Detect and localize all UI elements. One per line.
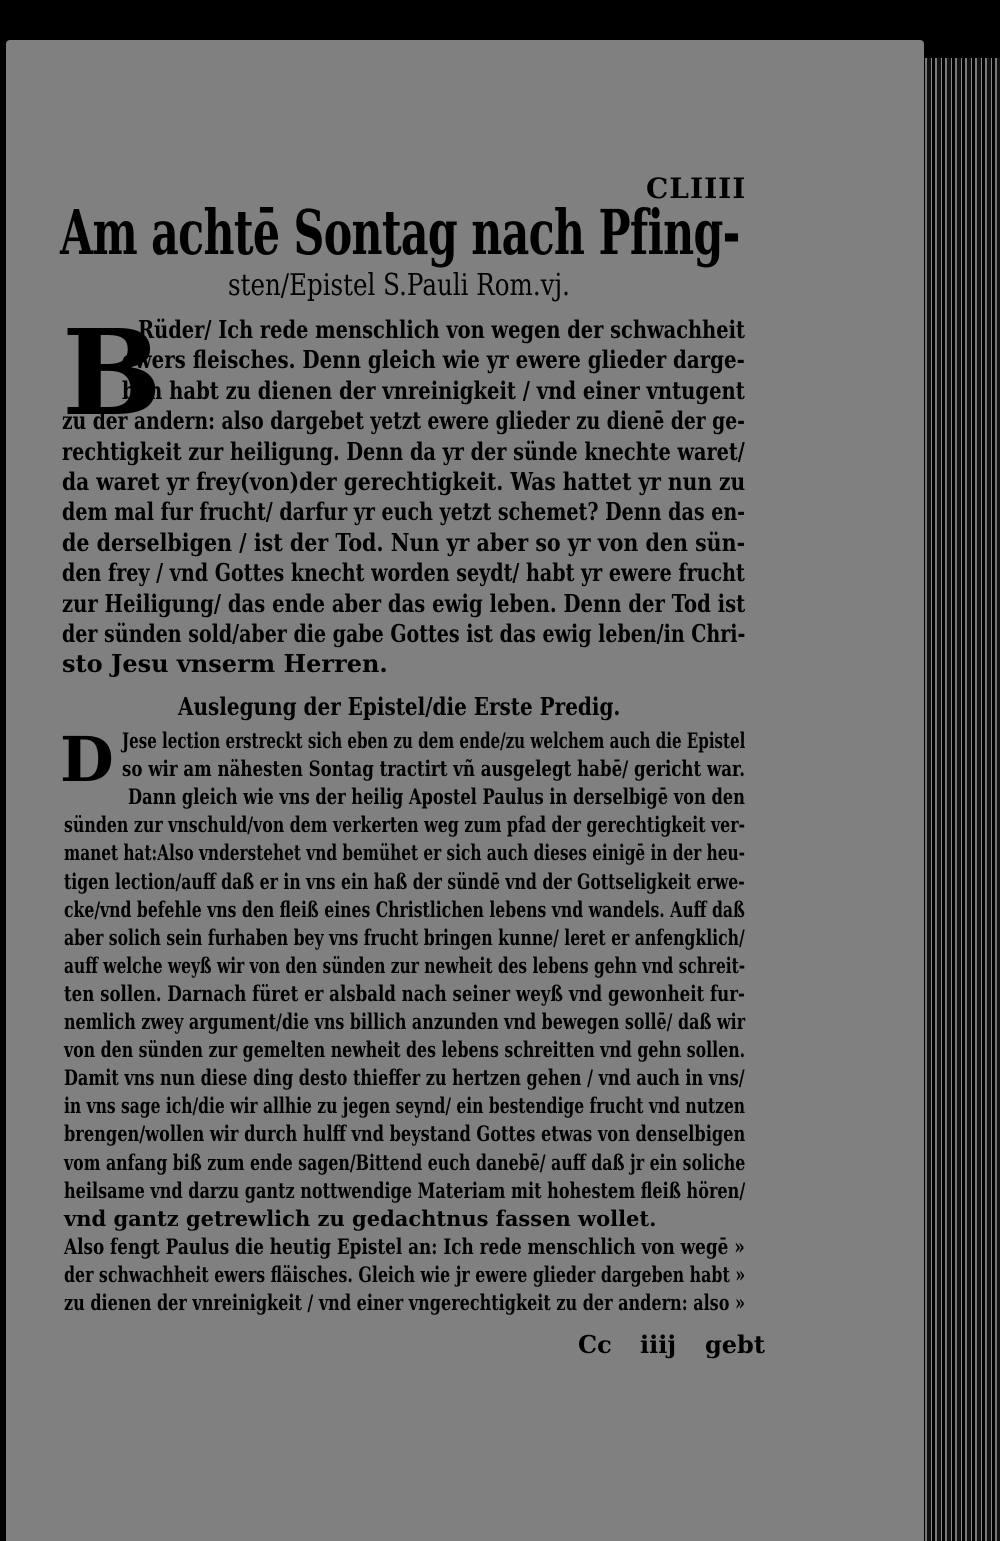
sermon-line: in vns sage ich/die wir allhie zu jegen seynd/ ein bestendige frucht vnd nutzen	[64, 1093, 746, 1119]
epistle-line: de derselbigen / ist der Tod. Nun yr aber so yr von den sün-	[62, 527, 746, 557]
epistle-line: dem mal fur frucht/ darfur yr euch yetzt schemet? Denn das en-	[62, 497, 746, 527]
sermon-line: vnd gantz getrewlich zu gedachtnus fassen wollet.	[64, 1205, 657, 1231]
sermon-line: so wir am nähesten Sontag tractirt vñ ausgelegt habē/ gericht war.	[122, 756, 746, 782]
epistle-line: zu der andern: also dargebet yetzt ewere glieder zu dienē der ge-	[62, 406, 745, 436]
sermon-line: aber solich sein furhaben bey vns frucht bringen kunne/ leret er anfengklich/	[64, 924, 745, 950]
sermon-line: auff welche weyß wir von den sünden zur newheit des lebens gehn vnd schreit-	[64, 952, 746, 978]
sermon-line: cke/vnd befehle vns den fleiß eines Christlichen lebens vnd wandels. Auff daß	[64, 896, 745, 922]
sermon-line: der schwachheit ewers fläisches. Gleich wie jr ewere glieder dargeben habt »	[64, 1261, 746, 1287]
epistle-initial: B	[62, 303, 162, 442]
sermon-line: sünden zur vnschuld/von dem verkerten weg zum pfad der gerechtigkeit ver-	[64, 812, 746, 838]
sermon-line: Dann gleich wie vns der heilig Apostel Paulus in derselbigē von den	[128, 784, 745, 810]
sermon-line: von den sünden zur gemelten newheit des lebens schreitten vnd gehn sollen.	[64, 1037, 746, 1063]
epistle-line: der sünden sold/aber die gabe Gottes ist das ewig leben/in Chri-	[62, 619, 746, 648]
sermon-line: ten sollen. Darnach füret er alsbald nach seiner weyß vnd gewonheit fur-	[64, 980, 745, 1006]
sermon-line: zu dienen der vnreinigkeit / vnd einer vngerechtigkeit zu der andern: also »	[64, 1290, 745, 1315]
epistle-line: da waret yr frey(von)der gerechtigkeit. Was hattet yr nun zu	[62, 467, 746, 496]
epistle-line: rechtigkeit zur heiligung. Denn da yr der sünde knechte waret/	[62, 436, 745, 466]
epistle-line: den frey / vnd Gottes knecht worden seydt/ habt yr ewere frucht	[62, 558, 745, 588]
sermon-line: brengen/wollen wir durch hulff vnd beystand Gottes etwas von denselbigen	[64, 1121, 746, 1147]
epistle-line: zur Heiligung/ das ende aber das ewig leben. Denn der Tod ist	[62, 588, 746, 618]
signature-number: iiij	[640, 1330, 677, 1359]
epistle-line: sto Jesu vnserm Herren.	[62, 649, 388, 679]
sermon-initial: D	[60, 723, 114, 796]
sermon-line: manet hat:Also vnderstehet vnd bemühet er sich auch dieses einigē in der heu-	[64, 840, 745, 866]
title-line-2: sten/Epistel S.Pauli Rom.vj.	[228, 268, 570, 303]
title-line-1: Am achtē Sontag nach Pfing-	[60, 196, 740, 269]
sermon-line: nemlich zwey argument/die vns billich anzunden vnd bewegen sollē/ daß wir	[64, 1009, 746, 1034]
signature-mark: Cc	[578, 1330, 612, 1359]
sermon-line: Also fengt Paulus die heutig Epistel an: Ich rede menschlich von wegē »	[64, 1233, 745, 1259]
sermon-line: Damit vns nun diese ding desto thieffer zu hertzen gehen / vnd auch in vns/	[64, 1065, 745, 1091]
folio-number: CLIIII	[646, 172, 747, 205]
epistle-line: ben habt zu dienen der vnreinigkeit / vnd einer vntugent	[122, 375, 745, 405]
epistle-line: ewers fleisches. Denn gleich wie yr ewere glieder darge-	[122, 345, 745, 375]
sermon-line: heilsame vnd darzu gantz nottwendige Materiam mit hohestem fleiß hören/	[64, 1177, 746, 1203]
catchword: gebt	[705, 1330, 765, 1359]
sermon-heading: Auslegung der Epistel/die Erste Predig.	[178, 692, 621, 721]
book-page-edges	[922, 58, 1000, 1541]
epistle-line: Rüder/ Ich rede menschlich von wegen der schwachheit	[138, 315, 745, 344]
sermon-line: tigen lection/auff daß er in vns ein haß der sündē vnd der Gottseligkeit erwe-	[64, 868, 745, 894]
sermon-line: vom anfang biß zum ende sagen/Bittend euch danebē/ auff daß jr ein soliche	[64, 1149, 746, 1175]
sermon-line: Jese lection erstreckt sich eben zu dem ende/zu welchem auch die Epistel	[122, 728, 746, 753]
